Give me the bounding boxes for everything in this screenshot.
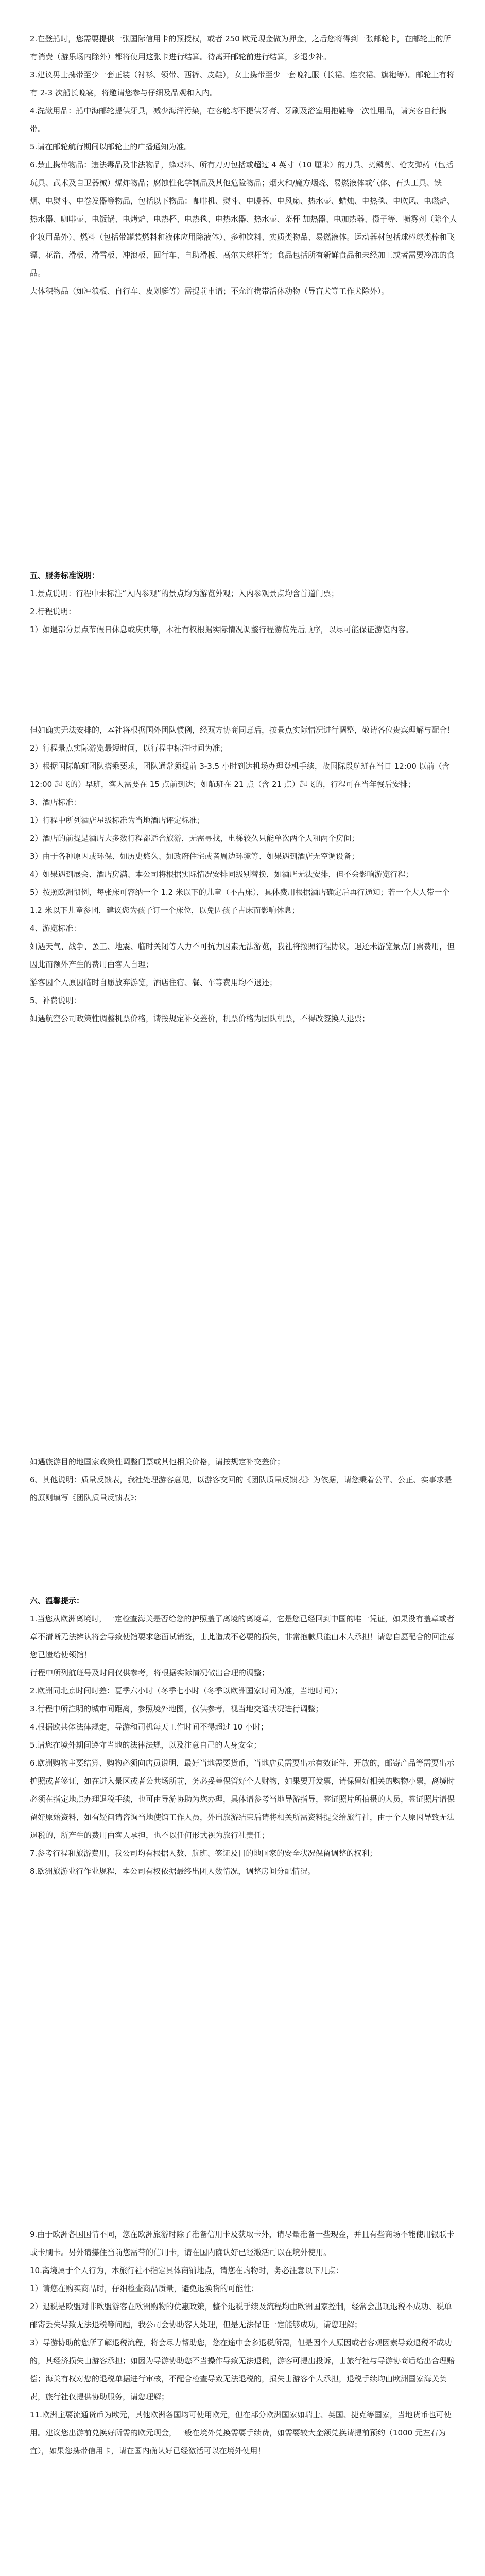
paragraph: 4）如果遇到展会、酒店房满、本公司将根据实际情况安排同级别替换，如酒店无法安排，但不会影响游览行程； (30, 870, 413, 879)
paragraph: 7.参考行程和旅游费用，我公司均有根据人数、航班、签证及目的地国家的安全状况保留调整的权利； (30, 1849, 377, 1858)
paragraph: 3、酒店标准： (30, 798, 81, 807)
paragraph: 如遇航空公司政策性调整机票价格，请按规定补交差价，机票价格为团队机票，不得改签换人退票； (30, 1014, 370, 1023)
paragraph: 但如确实无法安排的，本社将根据国外团队惯例，经双方协商同意后，按景点实际情况进行调整，敬请各位贵宾理解与配合！ (30, 725, 455, 735)
section-6-part-2 (30, 2226, 457, 2460)
paragraph: 游客因个人原因临时自愿放弃游览，酒店住宿、餐、车等费用均不退还； (30, 978, 278, 987)
paragraph: 2.行程说明： (30, 607, 76, 616)
paragraph: 3）由于各种原因或环保、如历史悠久、如政府住宅或者周边环境等、如果遇到酒店无空调设备； (30, 852, 359, 861)
paragraph: 2.在登船时，您需要提供一张国际信用卡的预授权，或者 250 欧元现金做为押金，之后您将得到一张邮轮卡，在邮轮上的所有消费（游乐场内除外）都将使用这张卡进行结算。待离开邮轮前进行结算，多退少补。 (30, 34, 451, 61)
paragraph: 1）行程中所列酒店星级标准为当地酒店评定标准； (30, 816, 205, 825)
paragraph: 11.欧洲主要流通货币为欧元，其他欧洲各国均可使用欧元，但在部分欧洲国家如瑞士、英国、捷克等国家，当地货币也可使用。建议您出游前兑换好所需的欧元现金，一般在境外兑换需要手续费，如需要较大金额兑换请提前预约（1000 元左右为宜），如果您携带信用卡，请在国内确认好已经激活可以在境外使用！ (30, 2410, 452, 2455)
section-1-text (30, 30, 457, 300)
section-heading: 五、服务标准说明： (30, 571, 100, 580)
paragraph: 6.欧洲购物主要结算、购物必须向店员说明，最好当地需要货币，当地店员需要出示有效证件，开放的，邮寄产品等需要出示护照或者签证，如在进入景区或者公共场所前，务必妥善保管好个人财物，如果要开发票，请保留好相关的购物小票，离境时必须在指定地点办理退税手续，也可由导游协助为您办理，具体请参考当地导游指导，签证照片所拍摄的人员，签证照片请保留好原始资料，如有疑问请咨询当地使馆工作人员，外出旅游结束后请将相关所需资料提交给旅行社，由于个人原因导致无法退税的，所产生的费用由客人承担，也不以任何形式视为旅行社责任； (30, 1758, 455, 1840)
paragraph: 1.景点说明：行程中未标注“入内参观”的景点均为游览外观；入内参观景点均含首道门票； (30, 589, 339, 598)
section-5-part-1 (30, 567, 457, 639)
paragraph: 1）请您在购买商品时，仔细检查商品质量，避免退换货的可能性； (30, 2284, 259, 2293)
paragraph: 2）行程景点实际游览最短时间，以行程中标注时间为准； (30, 743, 228, 753)
paragraph: 4.洗漱用品：船中海邮轮提供牙具，减少海洋污染，在客舱均不提供牙膏、牙刷及浴室用拖鞋等一次性用品，请宾客自行携带。 (30, 106, 447, 133)
paragraph: 4.根据欧共体法律规定，导游和司机每天工作时间不得超过 10 小时； (30, 1722, 268, 1732)
paragraph: 1.当您从欧洲离境时，一定检查海关是否给您的护照盖了离境的离境章，它是您已经回到中国的唯一凭证，如果没有盖章或者章不清晰无法辨认将会导致使馆要求您面试销签，由此造成不必要的损失，非常抱歉只能由本人承担！请您自愿配合的回注意您已遗给使领馆！ (30, 1614, 455, 1659)
section-5-part-2 (30, 721, 457, 1028)
paragraph: 9.由于欧洲各国国情不同，您在欧洲旅游时除了准备信用卡及获取卡外，请尽量准备一些现金，并且有些商场不能使用银联卡或卡刷卡。另外请攥住当前您需带的信用卡，请在国内确认好已经激活可以在境外使用。 (30, 2230, 455, 2257)
section-5-part-3 (30, 1453, 457, 1507)
paragraph: 如遇天气、战争、罢工、地震、临时关闭等人力不可抗力因素无法游览，我社将按照行程协议，退还未游览景点门票费用，但因此而额外产生的费用由客人自理； (30, 942, 455, 969)
paragraph: 3.行程中所注明的城市间距离，参照境外地图，仅供参考，视当地交通状况进行调整； (30, 1704, 323, 1714)
paragraph: 2）酒店的前提是酒店大多数行程都适合旅游，无需寻找，电梯较久只能单次两个人和两个房间； (30, 834, 359, 843)
paragraph: 1）如遇部分景点节假日休息或庆典等，本社有权根据实际情况调整行程游览先后顺序，以尽可能保证游览内容。 (30, 625, 413, 634)
paragraph: 8.欧洲旅游业行作业规程，本公司有权依据最终出团人数情况，调整房间分配情况。 (30, 1867, 316, 1876)
section-heading: 六、温馨提示： (30, 1596, 84, 1605)
paragraph: 6.禁止携带物品：违法毒品及非法物品，蜂鸡料、所有刀刃包括或超过 4 英寸（10 厘米）的刀具、扔鳞剪、枪支弹药（包括玩具、武术及自卫器械）爆炸物品；腐蚀性化学制品及其他危险物品；烟火和/魔方烟烧、易燃液体或气体、石头工具、铁烟、电熨斗、电卷发器等物品，包括以下物品：咖啡机、熨斗、电暖器、电风扇、热水壶、蜡烛、电热毯、电吹风、电磁炉、热水器、咖啡壶、电饭锅、电烤炉、电热杯、电热毯、电热水器、热水壶、茶杯 加热器、电加热器、摄子等、喷雾剂（除个人化妆用品外）、燃料（包括带罐装燃料和液体应用除液体）、多种饮料、实质类物品、易燃液体。运动器材包括球棒球类棒和飞镖、花箭、滑板、滑雪板、冲浪板、回行车、自助滑板、高尔夫球杆等；食品包括所有新鲜食品和未经加工或者需要冷冻的食品。 (30, 160, 457, 278)
paragraph: 5.请您在境外期间遵守当地的法律法规，以及注意自己的人身安全； (30, 1740, 262, 1750)
paragraph: 5、补费说明： (30, 996, 81, 1005)
paragraph: 5.请在邮轮航行期间以邮轮上的广播通知为准。 (30, 142, 192, 151)
section-6-part-1 (30, 1592, 457, 1880)
paragraph: 6、其他说明：质量反馈表，我社处理游客意见，以游客交回的《团队质量反馈表》为依据，请您秉着公平、公正、实事求是的原则填写《团队质量反馈表》； (30, 1475, 452, 1502)
paragraph: 3）导游协助的您所了解退税流程，将会尽力帮助您，您在途中会多退税所需，但是因个人原因或者客观因素导致退税不成功的，其经济损失由游客承担；如因为导游协助您不当操作导致无法退税，游客可提出投诉，由旅行社与导游协商后给出合理赔偿；海关有权对您的退税单据进行审核，不配合检查导致无法退税的，损失由游客个人承担，退税手续均由欧洲国家海关负责，旅行社仅提供协助服务，请您理解； (30, 2338, 455, 2401)
paragraph: 10.离境属于个人行为，本旅行社不指定具体商铺地点，请您在购物时，务必注意以下几点： (30, 2266, 343, 2275)
paragraph: 如遇旅游目的地国家政策性调整门票或其他相关价格，请按规定补交差价； (30, 1457, 285, 1466)
paragraph: 2.欧洲同北京时间时差：夏季六小时（冬季七小时（冬季以欧洲国家时间为准，当地时间）； (30, 1686, 342, 1696)
paragraph: 5）按照欧洲惯例，每张床可容纳一个 1.2 米以下的儿童（不占床），具体费用根据酒店确定后再行通知；若一个大人带一个 1.2 米以下儿童参团，建议您为孩子订一个床位，以免因孩子占床而影响休息； (30, 888, 450, 915)
paragraph: 4、游览标准： (30, 924, 81, 933)
paragraph: 3）根据国际航班团队搭乘要求，团队通常须提前 3-3.5 小时到达机场办理登机手续，故国际段航班在当日 12:00 以前（含 12:00 起飞的）早班，客人需要在 15 点前到达；如航班在 21 点（含 21 点）起飞的，行程可在当年餐后安排； (30, 761, 450, 789)
paragraph: 3.建议男士携带至少一套正装（衬衫、领带、西裤、皮鞋），女士携带至少一套晚礼服（长裙、连衣裙、旗袍等）。邮轮上有将有 2-3 次船长晚宴，将邀请您参与仔细及品观和入内。 (30, 70, 455, 97)
paragraph: 2）退税是欧盟对非欧盟游客在欧洲购物的优惠政策，整个退税手续及流程均由欧洲国家控制，经常会出现退税不成功、税单邮寄丢失导致无法退税等问题，我公司会协助客人处理，但是无法保证一定能够成功，请您理解； (30, 2302, 452, 2329)
paragraph: 行程中所列航班号及时间仅供参考，将根据实际情况做出合理的调整； (30, 1668, 270, 1677)
paragraph: 大体积物品（如冲浪板、自行车、皮划艇等）需提前申请；不允许携带活体动物（导盲犬等工作犬除外）。 (30, 286, 389, 296)
